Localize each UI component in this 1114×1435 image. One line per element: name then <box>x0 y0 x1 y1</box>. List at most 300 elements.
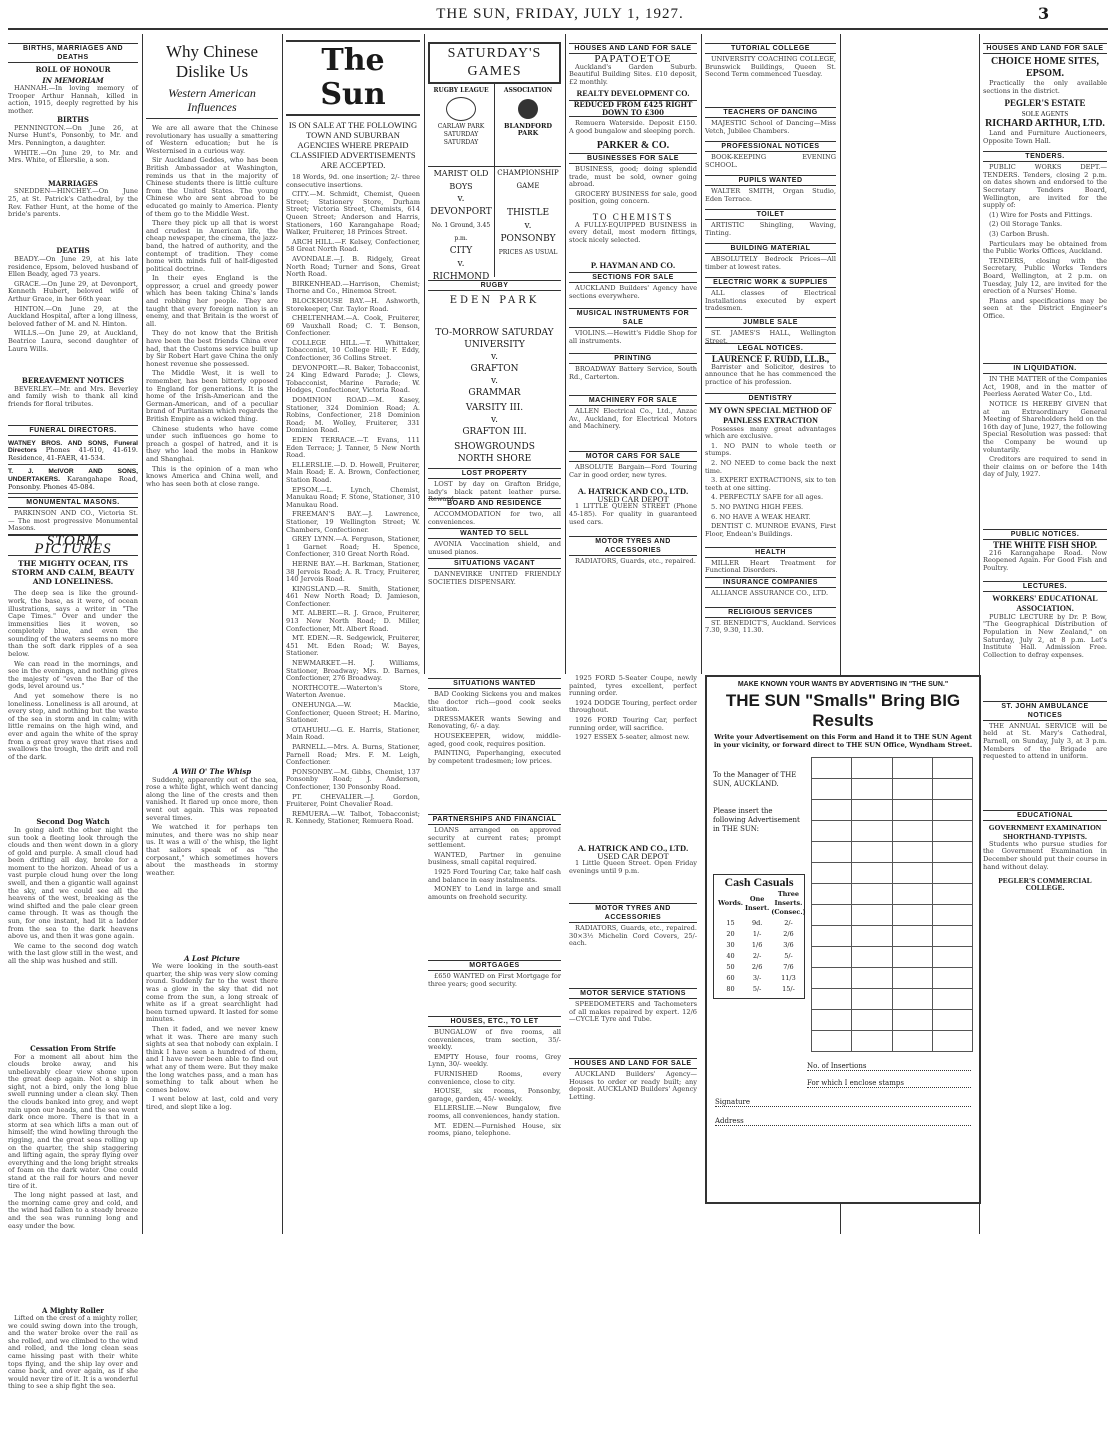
liquidation-heading: IN LIQUIDATION. <box>983 363 1107 374</box>
st-john-text: THE ANNUAL SERVICE will be held at St. Mary's Cathedral, Parnell, on Sunday, July 3, at 3 p.m. Members of the Brigade are requested to attend in uniform. <box>983 721 1107 761</box>
word-cell[interactable] <box>893 821 933 842</box>
word-cell[interactable] <box>812 821 852 842</box>
signature-line[interactable] <box>715 1098 971 1107</box>
board-text: ACCOMMODATION for two, all conveniences. <box>428 510 561 526</box>
storm-subtitle: THE MIGHTY OCEAN, ITS STORM AND CALM, BEAUTY AND LONELINESS. <box>11 559 135 587</box>
deaths-text: BEADY.—On June 29, at his late residence, Epsom, beloved husband of Ellen Beady, aged 73 years. GRACE.—On June 29, at Devonport, Kenneth Hubert, beloved wife of Arthur Grace, in her 66th year. HINTON.—On June 29, at the Auckland Hospital, after a long illness, beloved father of M. and N. Hinton. WILLS.—On June 29, at Auckland, Beatrice Laura, second daughter of Laura Wills. <box>8 254 138 353</box>
games-title: SATURDAY'S GAMES <box>428 42 561 84</box>
reduced-banner: REDUCED FROM £425 RIGHT DOWN TO £300 <box>569 100 697 117</box>
storm-article: The deep sea is like the ground-work, the base, as it were, of ocean illustrations, says a writer in "The Cape Times." Over and under the immensities lies it woven, so completely blue, and even the sounding of the waters seems no more than the soft dark ripples of a sea below. We can read in the mornings, and see in the evenings, and nothing gives the majesty of "even the Bar of the gods, level around us." And yet somehow there is no loneliness. Loneliness is all around, at every step, and nothing but the waste of the sea in storm and in calm; with little remains on the high wind, and ever and again the white of the spray from a great grey wave that rises and swallows the trough, the drift and roll of the dark. <box>8 589 138 761</box>
word-cell[interactable] <box>852 884 892 905</box>
motor-tyres-heading: MOTOR TYRES AND ACCESSORIES <box>569 536 697 556</box>
versus: v. <box>457 194 465 204</box>
word-cell[interactable] <box>893 1010 933 1031</box>
address-label: Address <box>715 1117 744 1125</box>
eden-park-block <box>428 297 561 327</box>
storm-pictures-title: STORM PICTURES <box>8 534 138 556</box>
business-text: BUSINESS, good; doing splendid trade, must be sold, owner going abroad. GROCERY BUSINESS for sale, good position, going concern. <box>569 164 697 206</box>
white-fish-shop: THE WHITE FISH SHOP. <box>992 540 1098 551</box>
bereavement-text: BEVERLEY.—Mr. and Mrs. Beverley and family wish to thank all kind friends for floral tributes. <box>8 384 138 408</box>
jumble-heading: JUMBLE SALE <box>705 317 836 328</box>
word-cell[interactable] <box>852 800 892 821</box>
rugby-fixtures <box>428 327 561 465</box>
word-cell[interactable] <box>812 989 852 1010</box>
rate-cell: 3/6 <box>783 941 794 949</box>
smalls-form <box>713 757 973 1052</box>
column-rule <box>424 34 425 674</box>
musical-heading: MUSICAL INSTRUMENTS FOR SALE <box>569 308 697 328</box>
lectures-text: PUBLIC LECTURE by Dr. P. Bow, "The Geographical Distribution of Population in New Zealand," on Saturday, July 2, at 8 p.m. Let's Institute Hall. Admission Free. Collection to defray expenses. <box>983 612 1107 659</box>
tutorial-heading: TUTORIAL COLLEGE <box>705 43 836 54</box>
motor-tyres-heading-2: MOTOR TYRES AND ACCESSORIES <box>569 903 697 923</box>
motor-service-heading: MOTOR SERVICE STATIONS <box>569 988 697 999</box>
papatoetoe-text: Auckland's Garden Suburb. Beautiful Building Sites. £10 deposit, £2 monthly. <box>569 62 697 86</box>
printing-text: BROADWAY Battery Service, South Rd., Carterton. <box>569 365 697 381</box>
mortgages-text: £650 WANTED on First Mortgage for three years; good security. <box>428 972 561 988</box>
professional-heading: PROFESSIONAL NOTICES <box>705 141 836 152</box>
masthead <box>0 0 1114 30</box>
word-cell[interactable] <box>812 1010 852 1031</box>
monumental-text: PARKINSON AND CO., Victoria St. — The most progressive Monumental Masons. <box>8 509 138 533</box>
tenders-heading: TENDERS. <box>983 151 1107 162</box>
peglers-college: PEGLER'S COMMERCIAL COLLEGE. <box>998 875 1092 893</box>
houses-sale-heading-lower: HOUSES AND LAND FOR SALE <box>569 1058 697 1069</box>
rate-row <box>717 973 807 984</box>
shorthand-exam: GOVERNMENT EXAMINATION SHORTHAND-TYPISTS. <box>988 822 1102 841</box>
word-cell[interactable] <box>933 1010 973 1031</box>
used-car-depot: USED CAR DEPOT <box>597 493 669 504</box>
spacer <box>495 193 561 207</box>
word-cell[interactable] <box>812 905 852 926</box>
used-car-text: 1 LITTLE QUEEN STREET (Phone 45-185). For quality in guaranteed used cars. <box>569 502 697 526</box>
lost-property-text: LOST by day on Grafton Bridge, lady's black patent leather purse. Reward. <box>428 480 561 504</box>
rugby-league-heading: RUGBY LEAGUE <box>433 87 489 94</box>
st-john-heading: ST. JOHN AMBULANCE NOTICES <box>983 701 1107 721</box>
word-cell[interactable] <box>893 779 933 800</box>
team-ponsonby: PONSONBY <box>500 234 556 244</box>
word-cell[interactable] <box>893 842 933 863</box>
cash-casuals-title: Cash Casuals <box>724 875 794 889</box>
rugby-heading: RUGBY <box>428 280 561 291</box>
insurance-text: ALLIANCE ASSURANCE CO., LTD. <box>711 588 829 597</box>
partnerships-text: LOANS arranged on approved security at current rates; prompt settlement. WANTED, Partner in genuine business, small capital required. 1925 Ford Touring Car, take half cash and balance in easy instalments. MONEY to Lend in large and small amounts on freehold security. <box>428 826 561 901</box>
legal-heading: LEGAL NOTICES. <box>705 343 836 354</box>
toilet-heading: TOILET <box>705 209 836 220</box>
word-cell[interactable] <box>893 968 933 989</box>
second-dog-watch-heading: Second Dog Watch <box>36 817 110 827</box>
richard-text: Land and Furniture Auctioneers, Opposite Town Hall. <box>983 129 1107 145</box>
smalls-kicker: MAKE KNOWN YOUR WANTS BY ADVERTISING IN "THE SUN." <box>737 681 949 688</box>
versus: v. <box>491 352 498 362</box>
team-university: UNIVERSITY <box>464 340 525 350</box>
enclose-line[interactable] <box>807 1079 971 1088</box>
marriages-text: SNEDDEN—HINCHEY.—On June 25, at St. Patrick's Cathedral, by the Rev. Father Hunt, at the home of the bride's parents. <box>8 187 138 219</box>
wea: WORKERS' EDUCATIONAL ASSOCIATION. <box>992 593 1098 613</box>
word-cell[interactable] <box>852 905 892 926</box>
houses-let-text: BUNGALOW of five rooms, all conveniences, tram section, 35/- weekly. EMPTY House, four rooms, Grey Lynn, 30/- weekly. FURNISHED Rooms, every convenience, close to city. HOUSE, six rooms, Ponsonby, garage, garden, 45/- weekly. ELLERSLIE.—New Bungalow, five rooms, all conveniences, handy station. MT. EDEN.—Furnished House, six rooms, piano, telephone. <box>428 1028 561 1138</box>
word-cell[interactable] <box>893 1031 933 1052</box>
rates-body <box>717 918 807 995</box>
league-fixtures-text: CARLAW PARK SATURDAY SATURDAY <box>437 122 485 146</box>
rates-table <box>717 889 807 995</box>
col-three: Three Inserts. (Consec.) <box>771 890 806 916</box>
lectures-heading: LECTURES. <box>983 581 1107 592</box>
rate-cell: 2/6 <box>783 930 794 938</box>
enclose-label: For which I enclose stamps <box>807 1079 904 1087</box>
used-car-depot-2: USED CAR DEPOT <box>597 850 669 861</box>
rate-cell: 11/3 <box>781 974 796 982</box>
memoriam-text: HANNAH.—In loving memory of Trooper Arthur Hannah, killed in action, 1915, deeply regretted by his mother. <box>8 84 138 115</box>
machinery-text: ALLEN Electrical Co., Ltd., Anzac Av., Auckland, for Electrical Motors and Machinery. <box>569 407 697 431</box>
reduced-text: Remuera Waterside. Deposit £150. A good bungalow and sleeping porch. <box>569 119 697 135</box>
word-cell[interactable] <box>852 863 892 884</box>
painless-method: MY OWN SPECIAL METHOD OF PAINLESS EXTRACTION <box>709 405 832 425</box>
word-cell[interactable] <box>812 968 852 989</box>
lost-property-heading: LOST PROPERTY <box>428 468 561 479</box>
word-cell[interactable] <box>812 926 852 947</box>
team-grammar: GRAMMAR <box>468 388 521 398</box>
funeral-heading: FUNERAL DIRECTORS. <box>8 425 138 436</box>
pupils-text: WALTER SMITH, Organ Studio, Eden Terrace. <box>705 187 836 203</box>
situations-wanted-text: BAD Cooking Sickens you and makes the doctor rich—good cook seeks situation. DRESSMAKER wants Sewing and Renovating, 6/- a day. HOUSEKEEPER, widow, middle-aged, good cook, requires position. PAINTING, Paperhanging, executed by competent tradesmen; low prices. <box>428 690 561 765</box>
rate-row <box>717 940 807 951</box>
public-heading: PUBLIC NOTICES. <box>983 529 1107 540</box>
column-rule <box>701 34 702 674</box>
word-grid <box>811 757 973 1052</box>
smalls-instruction: Write your Advertisement on this Form and Hand it to THE SUN Agent in your vicinity, or forward direct to THE SUN Office, Wyndham Street. <box>713 733 973 749</box>
word-cell[interactable] <box>893 926 933 947</box>
dancing-text: MAJESTIC School of Dancing—Miss Vetch, Jubilee Chambers. <box>705 119 836 135</box>
word-cell[interactable] <box>933 842 973 863</box>
column-rule <box>565 34 566 674</box>
partnerships-heading: PARTNERSHIPS AND FINANCIAL <box>428 814 561 825</box>
building-text: ABSOLUTELY Bedrock Prices—All timber at lowest rates. <box>705 255 836 271</box>
wanted-sell-heading: WANTED TO SELL <box>428 528 561 539</box>
word-cell[interactable] <box>933 884 973 905</box>
versus: v. <box>524 221 532 231</box>
rate-cell: 15 <box>726 919 735 927</box>
fish-text: 216 Karangahape Road. Now Reopened Again. For Good Fish and Poultry. <box>983 548 1107 572</box>
sections-text: AUCKLAND Builders' Agency have sections everywhere. <box>569 284 697 300</box>
marriages-heading: MARRIAGES <box>48 178 98 188</box>
service-text: SPEEDOMETERS and Tachometers of all makes repaired by expert. 12/6—CYCLE Tyre and Tube. <box>569 1000 697 1024</box>
pupils-heading: PUPILS WANTED <box>705 175 836 186</box>
word-cell[interactable] <box>812 884 852 905</box>
word-cell[interactable] <box>933 800 973 821</box>
mortgages-heading: MORTGAGES <box>428 960 561 971</box>
word-cell[interactable] <box>933 968 973 989</box>
births-text: PENNINGTON.—On June 26, at Nurse Hunt's, Ponsonby, to Mr. and Mrs. Pennington, a daughter. WHITE.—On June 29, to Mr. and Mrs. White, of Ellerslie, a son. <box>8 123 138 165</box>
rate-cell: 1/- <box>752 930 762 938</box>
page-number: 3 <box>1038 4 1050 23</box>
rugby-league-block <box>428 84 495 166</box>
rate-cell: 5/- <box>752 985 762 993</box>
houses-sale-heading: HOUSES AND LAND FOR SALE <box>569 43 697 54</box>
word-cell[interactable] <box>933 863 973 884</box>
masthead-title: THE SUN, FRIDAY, JULY 1, 1927. <box>436 6 684 22</box>
choice-text: Practically the only available sections in the district. <box>983 79 1107 95</box>
rate-row <box>717 984 807 995</box>
funeral-ad: WATNEY BROS. AND SONS, Funeral Directors Phones 41-610, 41-619. Residence, 41-FAER, 41-534. <box>8 438 138 466</box>
eden-park: EDEN PARK <box>449 295 540 306</box>
team-city: CITY <box>449 246 473 256</box>
houses-let-heading: HOUSES, ETC., TO LET <box>428 1016 561 1027</box>
prices-as-usual: PRICES AS USUAL <box>498 249 558 256</box>
liquidation-text: IN THE MATTER of the Companies Act, 1908, and in the matter of Peerless Aerated Water Co., Ltd. NOTICE IS HEREBY GIVEN that at an Extraordinary General Meeting of Shareholders held on the 16th day of June, 1927, the following Special Resolution was passed: that the Company be wound up voluntarily. Creditors are required to send in their claims on or before the 14th day of July, 1927. <box>983 375 1107 479</box>
form-grid <box>811 757 973 1052</box>
sole-agents: SOLE AGENTS <box>1021 109 1069 118</box>
word-cell[interactable] <box>933 1031 973 1052</box>
agencies-list: 18 Words, 9d. one insertion; 2/- three consecutive insertions. CITY.—M. Schmidt, Chemist, Queen Street; Stationery Store, Durham Street; Victoria Street, Chemists, 614 Queen Street; Anderson and Harris, Stationers, 160 Karangahape Road; Walker, Fruiterer, 18 Princes Street. ARCH HILL.—F. Kelsey, Confectioner, 58 Great North Road. AVONDALE.—J. B. Ridgely, Great North Road; Turner and Sons, Great North Road. BIRKENHEAD.—Harrison, Chemist; Thorne and Co., Hinemoa Street. BLOCKHOUSE BAY.—H. Ashworth, Storekeeper, Cnr. Taylor Road. CHELTENHAM.—A. Cook, Fruiterer, 69 Vauxhall Road; C. T. Benson, Confectioner. COLLEGE HILL.—T. Whittaker, Tobacconist, 10 College Hill; F. Eddy, Confectioner, 36 Collins Street. DEVONPORT.—R. Baker, Tobacconist, 24 King Edward Parade; J. Clews, Tobacconist, Marine Parade; W. Hodges, Confectioner, Victoria Road. DOMINION ROAD.—M. Kasey, Stationer, 324 Dominion Road; A. Robins, Confectioner, 218 Dominion Road; M. Wolley, Fruiterer, 331 Dominion Road. EDEN TERRACE.—T. Evans, 111 Eden Terrace; J. Tanner, 5 New North Road. ELLERSLIE.—D. D. Howell, Fruiterer, Main Road; E. A. Brown, Confectioner, Station Road. EPSOM.—L. Lynch, Chemist, Manukau Road; F. Stone, Stationer, 310 Manukau Road. FREEMAN'S BAY.—J. Lawrence, Stationer, 19 Wellington Street; W. Chambers, Confectioner. GREY LYNN.—A. Ferguson, Stationer, 1 Garnet Road; H. Spence, Confectioner, 310 Great North Road. HERNE BAY.—H. Barkman, Stationer, 38 Jervois Road; A. R. Tracy, Fruiterer, 140 Jervois Road. KINGSLAND.—R. Smith, Stationer, 461 New North Road; D. Jamieson, Confectioner. MT. ALBERT.—R. J. Grace, Fruiterer, 913 New North Road; D. Miller, Confectioner, Mt. Albert Road. MT. EDEN.—R. Sedgewick, Fruiterer, 451 Mt. Eden Road; W. Bayes, Stationer. NEWMARKET.—H. J. Williams, Stationer, Broadway; Mrs. D. Barnes, Confectioner, 276 Broadway. NORTHCOTE.—Waterton's Store, Waterton Avenue. ONEHUNGA.—W. Mackie, Confectioner, Queen Street; H. Marino, Stationer. OTAHUHU.—G. E. Harris, Stationer, Main Road. PARNELL.—Mrs. A. Burns, Stationer, Parnell Road; Mrs. F. M. Leigh, Confectioner. PONSONBY.—M. Gibbs, Chemist, 137 Ponsonby Road; J. Anderson, Confectioner, 130 Ponsonby Road. PT. CHEVALIER.—J. Gordon, Fruiterer, Point Chevalier Road. REMUERA.—W. Talbot, Tobacconist; R. Kennedy, Stationer, Remuera Road. <box>286 173 420 826</box>
will-whisp-heading: A Will O' The Whisp <box>172 767 252 776</box>
word-cell[interactable] <box>812 779 852 800</box>
motor-cars-list: 1925 FORD 5-Seater Coupe, newly painted, tyres excellent, perfect running order. 1924 DODGE Touring, perfect order throughout. 1926 FORD Touring Car, perfect running order, will sacrifice. 1927 ESSEX 5-seater, almost new. <box>569 674 697 742</box>
team-grafton-3: GRAFTON III. <box>462 427 527 437</box>
houses-sale-heading-right: HOUSES AND LAND FOR SALE <box>983 43 1107 54</box>
championship-game: CHAMPIONSHIP GAME <box>497 169 559 190</box>
association-match-list <box>495 167 561 277</box>
mighty-roller-heading: A Mighty Roller <box>42 1305 104 1315</box>
rate-cell: 2/- <box>784 919 793 927</box>
word-cell[interactable] <box>893 989 933 1010</box>
tutorial-text: UNIVERSITY COACHING COLLEGE, Brunswick Buildings, Queen St. Second Term commenced Tuesday. <box>705 55 836 79</box>
dancing-heading: TEACHERS OF DANCING <box>705 107 836 118</box>
cessation-heading: Cessation From Strife <box>30 1043 116 1053</box>
word-cell[interactable] <box>933 989 973 1010</box>
tomorrow-saturday: TO-MORROW SATURDAY <box>435 328 554 338</box>
word-cell[interactable] <box>893 947 933 968</box>
toilet-text: ARTISTIC Shingling, Waving, Tinting. <box>705 221 836 237</box>
word-cell[interactable] <box>852 1031 892 1052</box>
rate-row <box>717 918 807 929</box>
motor-tyres-text: RADIATORS, Guards, etc., repaired. <box>575 557 696 566</box>
musical-text: VIOLINS.—Hewitt's Fiddle Shop for all instruments. <box>569 329 697 345</box>
rate-row <box>717 962 807 973</box>
word-cell[interactable] <box>852 842 892 863</box>
versus: v. <box>491 376 498 386</box>
insertions-line[interactable] <box>807 1062 971 1071</box>
word-cell[interactable] <box>893 905 933 926</box>
machinery-heading: MACHINERY FOR SALE <box>569 395 697 406</box>
word-cell[interactable] <box>812 842 852 863</box>
word-cell[interactable] <box>852 947 892 968</box>
health-text: MILLER Heart Treatment for Functional Disorders. <box>705 558 836 575</box>
masthead-rule <box>8 28 1108 30</box>
dog-watch-text: In going aloft the other night the sun took a fleeting look through the clouds and then went down in a glory of gold and purple. A small cloud had been drifting all day, broke for a moment to the horizon. Ahead of us a vast purple cloud hung over the long swell, and then a gigantic wall against the sky, and we could see all the heavens of the west, breaking as the wind shifted and the pale clear green came through. It was as though the sun, for one instant, had lit a ladder from the sea to the dark heavens above us, and then it was gone again. We came to the second dog watch with the last glow still in the west, and all the ship was hushed and still. <box>8 825 138 965</box>
mighty-roller-text: Lifted on the crest of a mighty roller, we could swing down into the trough, and the water broke over the rail as she rolled, and we climbed to the wind and rolled, and the long clean seas came hissing past with their white tops flying, and the ship lay over and came back, and over again, as if she would never tire of it. It is a wonderful thing to see a ship fight the sea. <box>8 1314 138 1391</box>
births-heading: BIRTHS <box>57 115 89 125</box>
board-heading: BOARD AND RESIDENCE <box>428 498 561 509</box>
word-cell[interactable] <box>893 863 933 884</box>
situations-vacant-heading: SITUATIONS VACANT <box>428 558 561 569</box>
word-cell[interactable] <box>933 905 973 926</box>
peglers-estate: PEGLER'S ESTATE <box>1004 98 1086 108</box>
form-left <box>713 757 805 1052</box>
signature-label: Signature <box>715 1098 751 1106</box>
will-whisp-text: Suddenly, apparently out of the sea, rose a white light, which went dancing along the line of the crests and then vanished. It flared up once more, then went out again. This was repeated several times. We watched it for perhaps ten minutes, and there was no ship near us. It was a will o' the whisp, the light that sailors speak of as "the corposant," which sometimes hovers about the mastheads in stormy weather. <box>146 775 278 877</box>
monumental-heading: MONUMENTAL MASONS. <box>8 497 138 508</box>
column-births-storm <box>8 40 138 1391</box>
papatoetoe: PAPATOETOE <box>594 53 672 65</box>
sections-heading: SECTIONS FOR SALE <box>569 272 697 283</box>
printing-heading: PRINTING <box>569 353 697 364</box>
lost-picture-heading: A Lost Picture <box>184 953 240 963</box>
article-subhead: Western American Influences <box>146 86 278 119</box>
smalls-headline: THE SUN "Smalls" Bring BIG Results <box>725 691 961 730</box>
word-cell[interactable] <box>852 989 892 1010</box>
word-cell[interactable] <box>812 863 852 884</box>
col-words: Words. <box>718 899 743 907</box>
rate-cell: 50 <box>726 963 735 971</box>
word-cell[interactable] <box>893 884 933 905</box>
word-cell[interactable] <box>933 947 973 968</box>
team-thistle: THISTLE <box>506 208 550 218</box>
realty-development: REALTY DEVELOPMENT CO. <box>576 88 690 98</box>
league-match-list <box>428 167 495 282</box>
column-sale-notices <box>983 40 1107 1235</box>
shorthand-text: Students who pursue studies for the Government Examination in December should put their course in hand without delay. <box>983 839 1107 871</box>
roll-of-honour-heading: ROLL OF HONOUR <box>35 65 111 74</box>
word-cell[interactable] <box>933 821 973 842</box>
showgrounds: SHOWGROUNDS <box>454 442 535 452</box>
used-car-2-text: 1 Little Queen Street. Open Friday evenings until 9 p.m. <box>569 859 697 875</box>
blandford-park: BLANDFORD PARK <box>503 121 552 138</box>
word-cell[interactable] <box>893 800 933 821</box>
word-cell[interactable] <box>852 926 892 947</box>
professional-text: BOOK-KEEPING EVENING SCHOOL. <box>705 153 836 169</box>
jumble-text: ST. JAMES'S HALL, Wellington Street. <box>705 329 836 345</box>
religious-heading: RELIGIOUS SERVICES <box>705 607 836 618</box>
word-cell[interactable] <box>852 758 892 779</box>
lower-classifieds-left <box>428 675 561 1235</box>
word-cell[interactable] <box>933 758 973 779</box>
wanted-sell-text: AVONIA Vaccination shield, and unused pianos. <box>428 540 561 556</box>
motor-cars-heading: MOTOR CARS FOR SALE <box>569 451 697 462</box>
health-heading: HEALTH <box>705 547 836 558</box>
sun-logo: The Sun <box>286 40 420 116</box>
cash-casuals-box <box>713 874 805 999</box>
article-headline: Why Chinese Dislike Us <box>165 42 259 81</box>
word-cell[interactable] <box>852 1010 892 1031</box>
religious-text: ST. BENEDICT'S, Auckland. Services 7.30, 9.30, 11.30. <box>705 618 836 635</box>
column-chinese-article <box>146 40 278 1235</box>
rate-cell: 20 <box>726 930 735 938</box>
football-icon <box>518 99 538 119</box>
rate-cell: 2/6 <box>751 963 763 971</box>
versus: v. <box>457 259 465 269</box>
rate-cell: 9d. <box>751 919 763 927</box>
smalls-advert <box>705 675 981 1204</box>
laurence-rudd: LAURENCE F. RUDD, LL.B., <box>711 354 830 364</box>
rate-cell: 5/- <box>784 952 793 960</box>
motor-cars-text: ABSOLUTE Bargain—Ford Touring Car in good order, new tyres. <box>569 463 697 479</box>
team-devonport: DEVONPORT <box>430 207 492 217</box>
games-top <box>428 84 561 166</box>
choice-home-sites: CHOICE HOME SITES, EPSOM. <box>990 56 1100 79</box>
word-cell[interactable] <box>812 800 852 821</box>
north-shore: NORTH SHORE <box>457 454 532 464</box>
richard-arthur: RICHARD ARTHUR, LTD. <box>985 118 1105 130</box>
association-heading: ASSOCIATION <box>503 87 553 94</box>
hatrick-co: A. HATRICK AND CO., LTD. <box>577 486 689 497</box>
electric-heading: ELECTRIC WORK & SUPPLIES <box>705 277 836 288</box>
to-manager: To the Manager of THE SUN, AUCKLAND. <box>713 771 797 788</box>
team-richmond: RICHMOND <box>432 272 490 282</box>
situations-wanted-heading: SITUATIONS WANTED <box>428 678 561 689</box>
dentistry-heading: DENTISTRY <box>705 393 836 404</box>
column-rule <box>282 34 283 1234</box>
team-marist: MARIST OLD BOYS <box>433 169 489 191</box>
rate-cell: 1/6 <box>751 941 763 949</box>
word-cell[interactable] <box>933 779 973 800</box>
building-heading: BUILDING MATERIAL <box>705 243 836 254</box>
word-cell[interactable] <box>852 821 892 842</box>
word-cell[interactable] <box>812 1031 852 1052</box>
dentistry-text: Possesses many great advantages which are exclusive. 1. NO PAIN to whole teeth or stumps. 2. NO NEED to come back the next time. 3. EXPERT EXTRACTIONS, six to ten teeth at one sitting. 4. PERFECTLY SAFE for all ages. 5. NO PAYING HIGH FEES. 6. NO HAVE A WEAK HEART. DENTIST C. MUNROE EVANS, First Floor, Endean's Buildings. <box>705 424 836 538</box>
electric-text: ALL classes of Electrical Installations executed by expert tradesmen. <box>705 289 836 313</box>
rate-row <box>717 951 807 962</box>
column-tutorial-legal <box>705 40 836 675</box>
column-saturday-games <box>428 40 561 675</box>
col-one: One Insert. <box>745 894 770 912</box>
rate-cell: 2/- <box>752 952 762 960</box>
chemists: TO CHEMISTS <box>592 211 674 222</box>
rate-cell: 60 <box>726 974 735 982</box>
in-memoriam-heading: IN MEMORIAM <box>42 75 104 85</box>
tyres-text: RADIATORS, Guards, etc., repaired. 30×3½ Michelin Cord Covers, 25/- each. <box>569 924 697 948</box>
cessation-text: For a moment all about him the clouds broke away, and his unbelievably clear view shone upon the great deep again. Not a ship in sight, not a bird, only the long blue swell running under a clean sky. Then the clouds banked into grey, and wept rain upon our heads, and the sea went dark once more. There is that in a storm at sea which lifts a man out of himself; the wind howling through the rigging, and the great seas rolling up on the quarter, the ship staggering and lifting again, the spray flying over everything and the long bright streaks of foam on the dark water. One could stand at the rail for hours and never tire of it. The long night passed at last, and the morning came grey and cold, and the wind had fallen to a steady breeze and the sea was running long and easy under the bow. <box>8 1052 138 1230</box>
legal-text: Barrister and Solicitor, desires to announce that he has commenced the practice of his profession. <box>705 362 836 386</box>
tenders-text: PUBLIC WORKS DEPT.—TENDERS. Tenders, closing 2 p.m. on dates shown and endorsed to the Secretary Tenders Board, Wellington, are invited for the supply of: (1) Wire for Posts and Fittings. (2) Oil Storage Tanks. (3) Carbon Brush. Particulars may be obtained from the Public Works Offices, Auckland. TENDERS, closing with the Secretary, Public Works Tenders Board, Wellington, at 2 p.m. on Tuesday, July 12, are invited for the erection of a Nurses' Home. Plans and specifications may be seen at the District Engineer's Office. <box>983 163 1107 320</box>
bereavement-heading: BEREAVEMENT NOTICES <box>21 375 125 385</box>
word-cell[interactable] <box>812 947 852 968</box>
league-matches <box>428 166 561 282</box>
word-cell[interactable] <box>852 779 892 800</box>
insurance-heading: INSURANCE COMPANIES <box>705 577 836 588</box>
rate-cell: 15/- <box>782 985 795 993</box>
funeral-ad: T. J. McIVOR AND SONS, UNDERTAKERS. Karangahape Road, Ponsonby. Phones 45-084. <box>8 466 138 494</box>
chemists-text: A FULLY-EQUIPPED BUSINESS in every detail, most modern fittings, stock nicely selected. <box>569 220 697 244</box>
educational-heading: EDUCATIONAL <box>983 810 1107 821</box>
lower-classifieds-right <box>569 675 697 1235</box>
on-sale-notice: IS ON SALE AT THE FOLLOWING TOWN AND SUBURBAN AGENCIES WHERE PREPAID CLASSIFIED ADVERTISEMENTS ARE ACCEPTED. <box>288 120 418 170</box>
business-heading: BUSINESSES FOR SALE <box>569 153 697 164</box>
kickoff-time: No. 1 Ground, 3.45 p.m. <box>431 222 491 242</box>
word-cell[interactable] <box>933 926 973 947</box>
word-cell[interactable] <box>893 758 933 779</box>
rate-cell: 80 <box>726 985 735 993</box>
situations-vacant-text: DANNEVIRKE UNITED FRIENDLY SOCIETIES DISPENSARY. <box>428 570 561 586</box>
word-cell[interactable] <box>812 758 852 779</box>
rate-row <box>717 929 807 940</box>
article-body: We are all aware that the Chinese revolutionary has usually a smattering of Western education; but he is Westernised in a curious way. Sir Auckland Geddes, who has been British Ambassador at Washington, reminds us that in the majority of Chinese students there is little culture from the United States. The young Chinese who are sent abroad to be educated go mainly to America. Plenty of them go to the Middle West. There they pick up all that is worst and crudest in American life, the cheap newspaper, the cinema, the jazz-band, the hatred of authority, and the contempt of tradition. They come home with minds full of half-digested political doctrine. In their eyes England is the oppressor, a cruel and greedy power which has been taking China's lands and robbing her people. They are taught that every foreign nation is an enemy, and that Britain is the worst of all. They do not know that the British have been the best friends China ever had, that the Customs service built up by Sir Robert Hart gave China the only honest revenue she possessed. The Middle West, it is well to remember, has been bitterly opposed to England for generations. It is the home of the Irish-American and the German-American, and of a peculiar brand of Puritanism which regards the British Empire as a wicked thing. Chinese students who have come under such influences go home to preach a gospel of hatred, and it is they who lead the mobs in Hankow and Shanghai. This is the opinion of a man who knows America and China well, and who has seen both at close range. <box>146 124 278 488</box>
word-cell[interactable] <box>852 968 892 989</box>
versus: v. <box>491 415 498 425</box>
houses-lower-text: AUCKLAND Builders' Agency—Houses to order or ready built; any deposit. AUCKLAND Builders' Agency Letting. <box>569 1070 697 1101</box>
association-block <box>495 84 561 166</box>
rate-cell: 7/6 <box>783 963 794 971</box>
league-emblem <box>446 97 476 121</box>
rate-cell: 30 <box>726 941 735 949</box>
team-varsity-3: VARSITY III. <box>465 403 524 413</box>
rate-cell: 3/- <box>752 974 762 982</box>
insertions-label: No. of Insertions <box>807 1062 867 1070</box>
address-line[interactable] <box>715 1117 971 1126</box>
column-rule <box>142 34 143 1234</box>
bmd-heading: BIRTHS, MARRIAGES AND DEATHS <box>8 43 138 63</box>
deaths-heading: DEATHS <box>56 246 90 256</box>
rate-cell: 40 <box>726 952 735 960</box>
